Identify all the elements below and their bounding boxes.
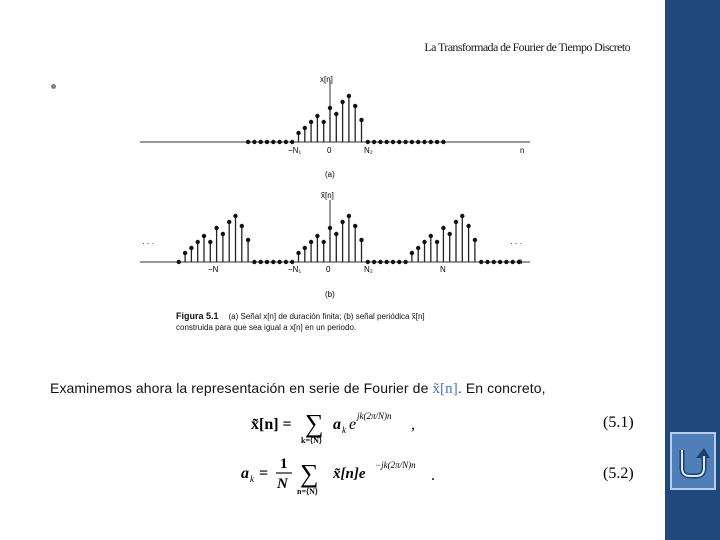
zero-sample-marker <box>378 140 382 144</box>
zero-sample-marker <box>284 260 288 264</box>
stem-marker <box>353 224 357 228</box>
eq2-term: x̃[n]e <box>333 466 366 482</box>
zero-sample-marker <box>252 140 256 144</box>
zero-sample-marker <box>284 140 288 144</box>
zero-sample-marker <box>252 260 256 264</box>
body-text-before: Examinemos ahora la representación en serie de Fourier de <box>50 380 433 396</box>
plot-b-tick-zero: 0 <box>326 265 331 274</box>
eq2-sum-sub: n=⟨N⟩ <box>297 487 319 496</box>
stem-marker <box>227 220 231 224</box>
equation-5-1-svg <box>235 405 637 447</box>
figure-5-1 <box>140 72 538 338</box>
stem-marker <box>435 240 439 244</box>
stem-marker <box>296 251 300 255</box>
zero-sample-marker <box>372 140 376 144</box>
stem-marker <box>359 118 363 122</box>
plot-b-ellipsis-right: · · · <box>510 239 523 248</box>
stem-marker <box>309 240 313 244</box>
caption-label: Figura 5.1 <box>176 311 219 321</box>
stem-marker <box>214 226 218 230</box>
eq1-term-sub: k <box>342 425 346 435</box>
zero-sample-marker <box>498 260 502 264</box>
zero-sample-marker <box>397 140 401 144</box>
eq2-lhs: a <box>241 465 249 482</box>
plot-a-tick-zero: 0 <box>327 146 332 155</box>
equation-5-2-svg <box>235 452 637 500</box>
zero-sample-marker <box>385 260 389 264</box>
stem-marker <box>340 220 344 224</box>
plot-b-sublabel: (b) <box>325 290 335 299</box>
stem-marker <box>347 214 351 218</box>
eq1-exp-base: e <box>349 416 357 433</box>
stem-marker <box>322 120 326 124</box>
stem-marker <box>296 131 300 135</box>
stem-marker <box>246 238 250 242</box>
zero-sample-marker <box>259 260 263 264</box>
zero-sample-marker <box>290 260 294 264</box>
stem-marker <box>429 234 433 238</box>
zero-sample-marker <box>422 140 426 144</box>
stem-marker <box>441 226 445 230</box>
zero-sample-marker <box>378 260 382 264</box>
zero-sample-marker <box>366 140 370 144</box>
zero-sample-marker <box>403 140 407 144</box>
zero-sample-marker <box>271 140 275 144</box>
zero-sample-marker <box>391 140 395 144</box>
eq2-sum-symbol: ∑ <box>300 459 319 488</box>
eq1-exp: jk(2π/N)n <box>357 411 392 421</box>
stem-marker <box>473 238 477 242</box>
stem-marker <box>460 214 464 218</box>
plot-b-tick-minus-n1: −N₁ <box>288 265 302 274</box>
stem-marker <box>416 246 420 250</box>
plot-a-tick-n: n <box>520 146 525 155</box>
plot-b-ylabel: x̃[n] <box>321 191 334 200</box>
zero-sample-marker <box>416 140 420 144</box>
equation-5-1 <box>235 405 637 447</box>
zero-sample-marker <box>246 140 250 144</box>
stem-marker <box>309 120 313 124</box>
zero-sample-marker <box>271 260 275 264</box>
stem-marker <box>189 246 193 250</box>
equation-5-2 <box>235 452 637 500</box>
zero-sample-marker <box>265 140 269 144</box>
stem-marker <box>340 100 344 104</box>
zero-sample-marker <box>511 260 515 264</box>
zero-sample-marker <box>277 260 281 264</box>
stem-marker <box>328 106 332 110</box>
eq1-number: (5.1) <box>603 414 634 431</box>
zero-sample-marker <box>177 260 181 264</box>
eq2-number: (5.2) <box>603 465 634 482</box>
zero-sample-marker <box>435 140 439 144</box>
stem-marker <box>208 240 212 244</box>
plot-a-tick-n2: N₂ <box>364 146 373 155</box>
zero-sample-marker <box>385 140 389 144</box>
stem-marker <box>303 126 307 130</box>
stem-marker <box>240 224 244 228</box>
eq1-lhs: x̃[n] = <box>251 416 292 433</box>
zero-sample-marker <box>397 260 401 264</box>
stem-marker <box>196 240 200 244</box>
stem-marker <box>359 238 363 242</box>
zero-sample-marker <box>504 260 508 264</box>
zero-sample-marker <box>290 140 294 144</box>
zero-sample-marker <box>259 140 263 144</box>
stem-marker <box>233 214 237 218</box>
figure-caption <box>176 311 536 333</box>
stem-marker <box>422 240 426 244</box>
stem-marker <box>322 240 326 244</box>
bullet-dot <box>51 84 56 89</box>
eq2-equals: = <box>259 465 269 482</box>
plot-b-ellipsis-left: · · · <box>142 239 155 248</box>
stem-marker <box>202 234 206 238</box>
eq1-sum-sub: k=⟨N⟩ <box>301 436 323 445</box>
zero-sample-marker <box>277 140 281 144</box>
zero-sample-marker <box>485 260 489 264</box>
stem-marker <box>334 232 338 236</box>
stem-marker <box>221 232 225 236</box>
eq2-frac-num: 1 <box>280 456 288 472</box>
stem-marker <box>347 94 351 98</box>
zero-sample-marker <box>492 260 496 264</box>
plot-b-tick-n2: N₂ <box>364 265 373 274</box>
slide-title: La Transformada de Fourier de Tiempo Discreto <box>424 40 630 54</box>
stem-marker <box>466 224 470 228</box>
zero-sample-marker <box>403 260 407 264</box>
plot-b-tick-n-axis: n <box>518 257 523 266</box>
body-math: x̃[n] <box>432 381 458 397</box>
zero-sample-marker <box>441 140 445 144</box>
stem-marker <box>315 114 319 118</box>
return-button[interactable] <box>670 432 716 490</box>
stem-marker <box>353 104 357 108</box>
eq1-sum-symbol: ∑ <box>305 409 324 438</box>
return-arrow-icon <box>676 444 710 482</box>
plot-a-sublabel: (a) <box>325 170 335 179</box>
body-text-after: . En concreto, <box>457 380 546 396</box>
zero-sample-marker <box>366 260 370 264</box>
stem-marker <box>315 234 319 238</box>
plot-a-ylabel: x[n] <box>320 75 333 84</box>
plot-a-tick-minus-n1: −N₁ <box>288 146 302 155</box>
eq2-trail: . <box>431 467 435 484</box>
stem-marker <box>448 232 452 236</box>
eq1-trail: , <box>411 416 415 433</box>
zero-sample-marker <box>265 260 269 264</box>
figure-background <box>140 72 538 338</box>
stem-marker <box>303 246 307 250</box>
caption-line-1: (a) Señal x[n] de duración finita; (b) señal periódica x̃[n] <box>228 312 425 321</box>
zero-sample-marker <box>479 260 483 264</box>
zero-sample-marker <box>410 140 414 144</box>
plot-b-tick-n: N <box>440 265 446 274</box>
stem-marker <box>454 220 458 224</box>
stem-marker <box>328 226 332 230</box>
stem-marker <box>410 251 414 255</box>
eq1-term: a <box>333 416 341 433</box>
stem-marker <box>183 251 187 255</box>
zero-sample-marker <box>372 260 376 264</box>
eq2-exp: −jk(2π/N)n <box>375 460 416 470</box>
zero-sample-marker <box>391 260 395 264</box>
eq2-lhs-sub: k <box>250 474 254 484</box>
zero-sample-marker <box>429 140 433 144</box>
caption-line-2: construida para que sea igual a x[n] en un periodo. <box>176 323 357 332</box>
plot-b-tick-minus-n: −N <box>208 265 219 274</box>
eq2-frac-den: N <box>277 476 288 492</box>
stem-marker <box>334 112 338 116</box>
body-paragraph <box>50 380 610 398</box>
